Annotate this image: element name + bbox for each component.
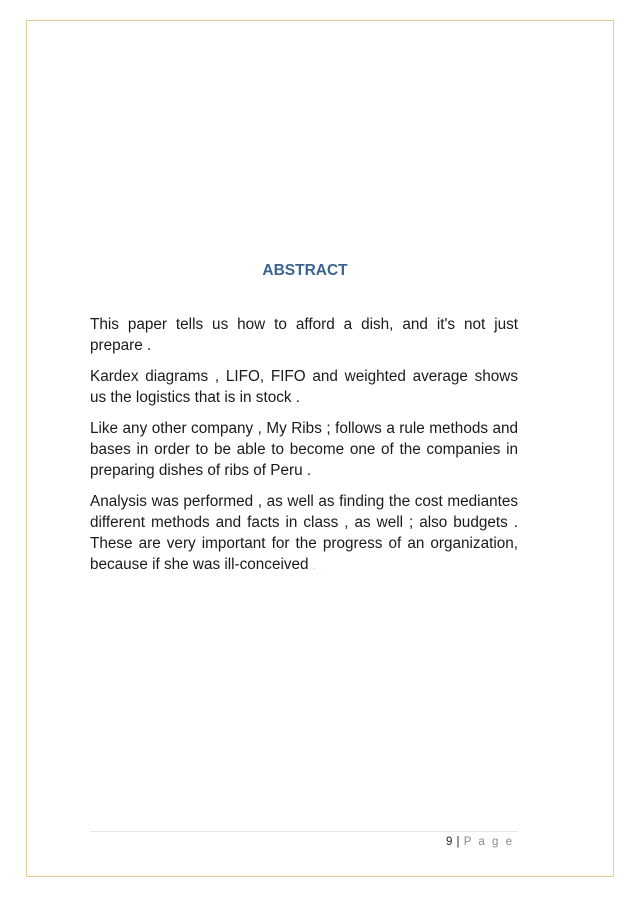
trailing-mark: . [312,561,316,572]
abstract-body [90,314,518,587]
paragraph-4 [90,491,518,577]
paragraph-1: This paper tells us how to afford a dish, and it's not just prepare . [90,316,518,354]
paragraph-4-text: Analysis was performed , as well as finding the cost mediantes different methods and facts in class , as well ; also budgets . These are very important for the progress of an organization, because if she was ill-conceived [90,493,518,573]
footer-separator: | [456,836,461,848]
abstract-title: ABSTRACT [262,262,348,279]
page-number: 9 [445,836,453,848]
paragraph-3: Like any other company , My Ribs ; follows a rule methods and bases in order to be able to become one of the companies in preparing dishes of ribs of Peru . [90,420,518,479]
page-label: P a g e [463,836,514,848]
paragraph-2: Kardex diagrams , LIFO, FIFO and weighted average shows us the logistics that is in stock . [90,368,518,406]
footer-rule [90,831,518,832]
page-footer [446,836,514,848]
